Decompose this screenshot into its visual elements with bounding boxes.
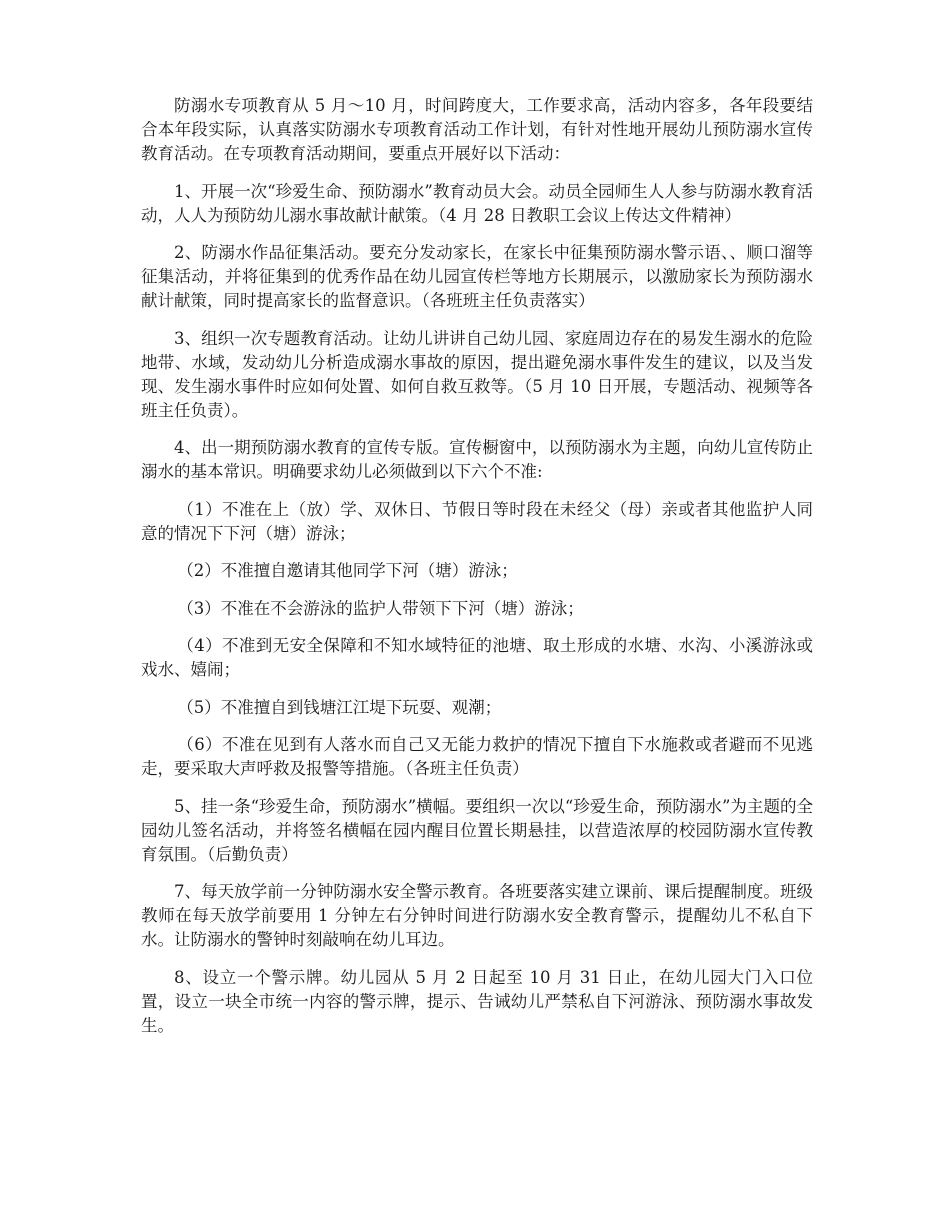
item-5-paragraph: 5、挂一条“珍爱生命，预防溺水”横幅。要组织一次以“珍爱生命，预防溺水”为主题的全园幼儿签名活动，并将签名横幅在园内醒目位置长期悬挂，以营造浓厚的校园防溺水宣传教育氛围。（后勤负责） <box>141 796 813 864</box>
rule-6-paragraph: （6）不准在见到有人落水而自己又无能力救护的情况下擅自下水施救或者避而不见逃走，要采取大声呼救及报警等措施。（各班主任负责） <box>141 735 813 778</box>
item-4-paragraph: 4、出一期预防溺水教育的宣传专版。宣传橱窗中，以预防溺水为主题，向幼儿宣传防止溺水的基本常识。明确要求幼儿必须做到以下六个不准: <box>141 438 813 481</box>
rule-5-paragraph: （5）不准擅自到钱塘江江堤下玩耍、观潮； <box>177 697 502 717</box>
item-7-paragraph: 7、每天放学前一分钟防溺水安全警示教育。各班要落实建立课前、课后提醒制度。班级教师在每天放学前要用 1 分钟左右分钟时间进行防溺水安全教育警示，提醒幼儿不私自下水。让防溺水的警钟时刻敲响在幼儿耳边。 <box>141 882 813 949</box>
item-1-paragraph: 1、开展一次“珍爱生命、预防溺水”教育动员大会。动员全园师生人人参与防溺水教育活动，人人为预防幼儿溺水事故献计献策。（4 月 28 日教职工会议上传达文件精神） <box>141 181 813 225</box>
rule-2-paragraph: （2）不准擅自邀请其他同学下河（塘）游泳； <box>177 561 518 580</box>
item-8-paragraph: 8、设立一个警示牌。幼儿园从 5 月 2 日起至 10 月 31 日止，在幼儿园大门入口位置，设立一块全市统一内容的警示牌，提示、告诫幼儿严禁私自下河游泳、预防溺水事故发生。 <box>141 967 813 1035</box>
rule-3-paragraph: （3）不准在不会游泳的监护人带领下下河（塘）游泳； <box>177 598 584 618</box>
item-3-paragraph: 3、组织一次专题教育活动。让幼儿讲讲自己幼儿园、家庭周边存在的易发生溺水的危险地带、水域，发动幼儿分析造成溺水事故的原因，提出避免溺水事件发生的建议，以及当发现、发生溺水事件时应如何处置、如何自救互救等。（5 月 10 日开展，专题活动、视频等各班主任负责）。 <box>141 328 813 420</box>
rule-1-paragraph: （1）不准在上（放）学、双休日、节假日等时段在未经父（母）亲或者其他监护人同意的情况下下河（塘）游泳； <box>141 499 813 543</box>
item-2-paragraph: 2、防溺水作品征集活动。要充分发动家长，在家长中征集预防溺水警示语、、顺口溜等征集活动，并将征集到的优秀作品在幼儿园宣传栏等地方长期展示，以激励家长为预防溺水献计献策，同时提高家长的监督意识。（各班班主任负责落实） <box>141 243 813 310</box>
rule-4-paragraph: （4）不准到无安全保障和不知水域特征的池塘、取土形成的水塘、水沟、小溪游泳或戏水、嬉闹； <box>141 636 813 679</box>
document-body <box>141 94 813 1051</box>
intro-paragraph: 防溺水专项教育从 5 月～10 月，时间跨度大，工作要求高，活动内容多，各年段要结合本年段实际，认真落实防溺水专项教育活动工作计划，有针对性地开展幼儿预防溺水宣传教育活动。在专项教育活动期间，要重点开展好以下活动： <box>141 96 813 163</box>
